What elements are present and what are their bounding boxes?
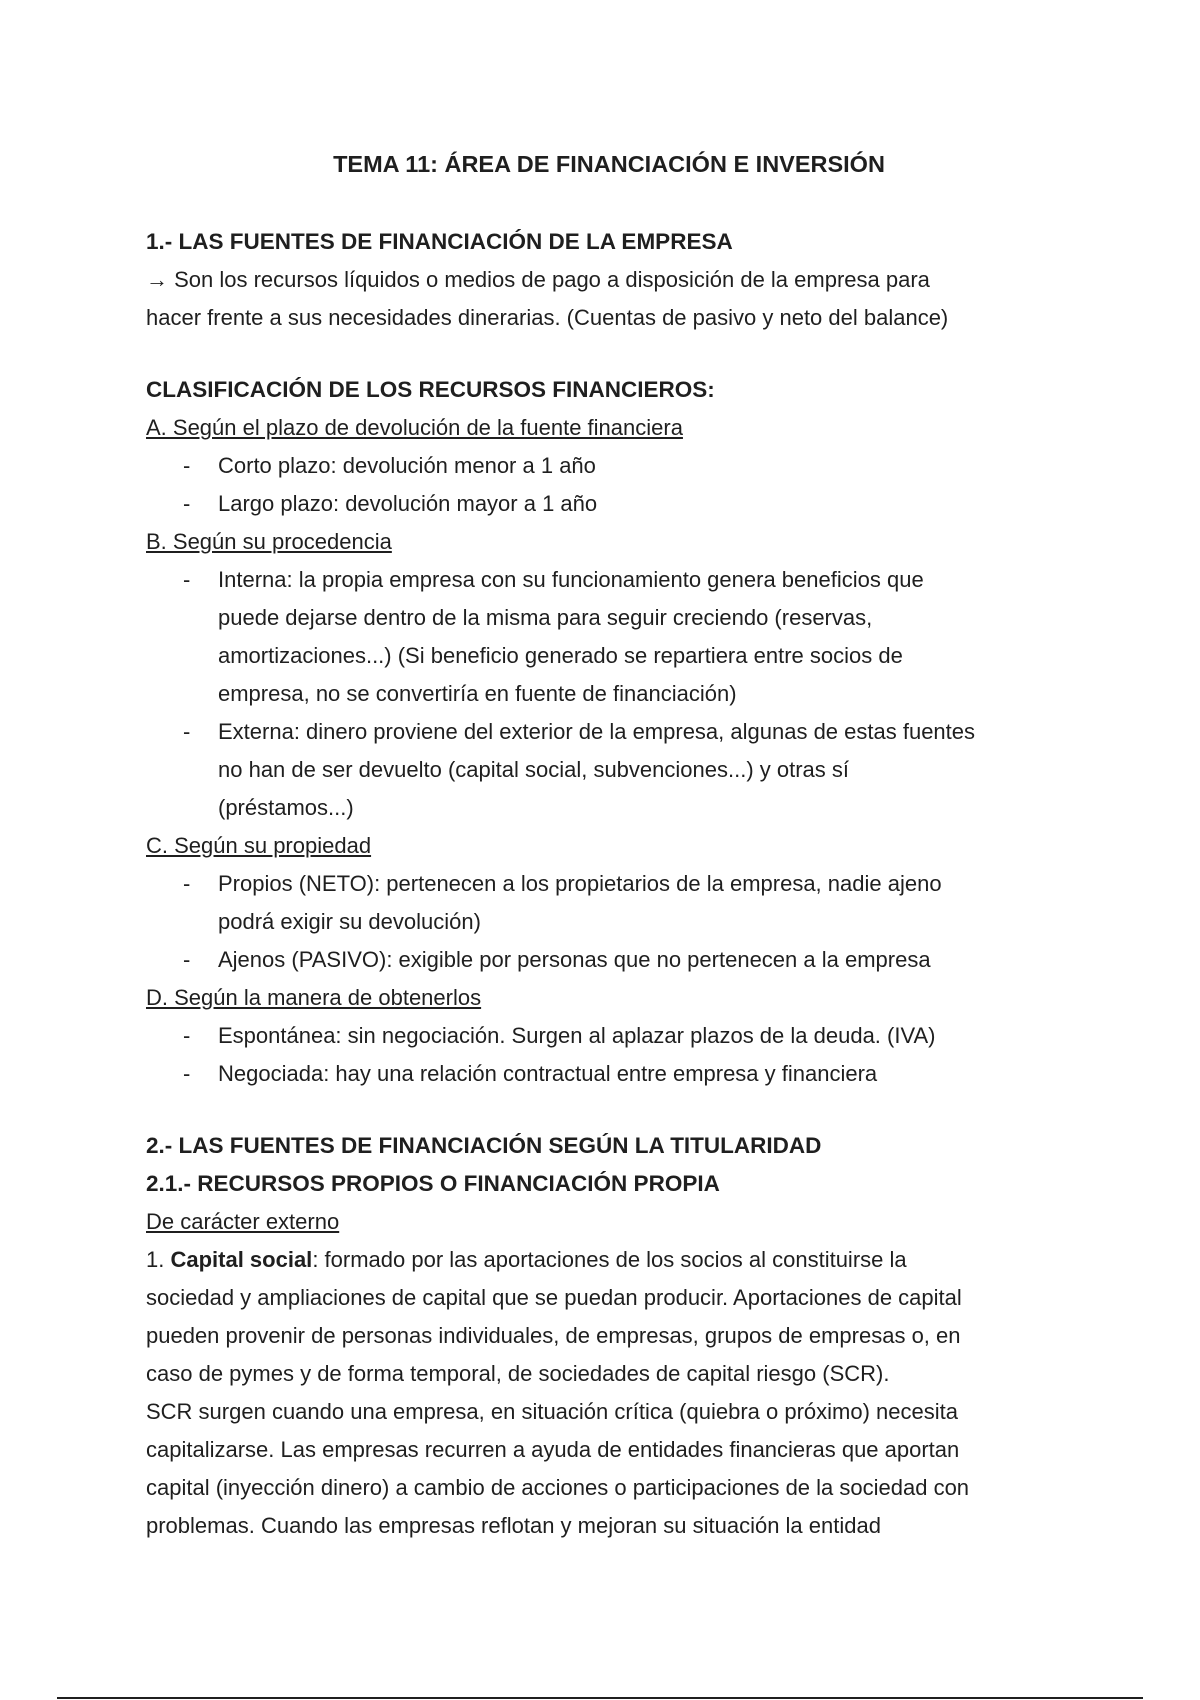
- classification-c-list: [146, 865, 1066, 979]
- paragraph-line: sociedad y ampliaciones de capital que se puedan producir. Aportaciones de capital: [146, 1285, 962, 1310]
- classification-a-title: A. Según el plazo de devolución de la fuente financiera: [146, 415, 683, 440]
- classification-b-title: B. Según su procedencia: [146, 529, 392, 554]
- capital-term: Capital social: [170, 1247, 313, 1272]
- list-item-line: amortizaciones...) (Si beneficio generado se repartiera entre socios de: [218, 643, 903, 668]
- document-title: TEMA 11: ÁREA DE FINANCIACIÓN E INVERSIÓN: [333, 151, 885, 177]
- intro-line: hacer frente a sus necesidades dinerarias. (Cuentas de pasivo y neto del balance): [146, 305, 949, 330]
- capital-prefix: 1.: [146, 1247, 171, 1272]
- list-item: - Ajenos (PASIVO): exigible por personas que no pertenecen a la empresa: [218, 941, 1066, 979]
- section-2-1-heading: 2.1.- RECURSOS PROPIOS O FINANCIACIÓN PROPIA: [146, 1171, 720, 1196]
- paragraph-line: SCR surgen cuando una empresa, en situación crítica (quiebra o próximo) necesita: [146, 1399, 958, 1424]
- paragraph-line: problemas. Cuando las empresas reflotan y mejoran su situación la entidad: [146, 1513, 881, 1538]
- classification-c-title: C. Según su propiedad: [146, 833, 372, 858]
- paragraph-line: pueden provenir de personas individuales, de empresas, grupos de empresas o, en: [146, 1323, 961, 1348]
- section-1-intro: [146, 261, 1066, 337]
- list-item-line: Externa: dinero proviene del exterior de la empresa, algunas de estas fuentes: [218, 719, 976, 744]
- list-item-line: empresa, no se convertiría en fuente de financiación): [218, 681, 737, 706]
- classification-b-list: [146, 561, 1066, 827]
- list-item-line: no han de ser devuelto (capital social, subvenciones...) y otras sí: [218, 757, 850, 782]
- classification-d-list: [146, 1017, 1066, 1093]
- scr-paragraph: [146, 1393, 1066, 1545]
- intro-line: → Son los recursos líquidos o medios de pago a disposición de la empresa para: [146, 267, 930, 292]
- list-item-line: podrá exigir su devolución): [218, 909, 481, 934]
- list-item: [218, 713, 1066, 827]
- paragraph-line: : formado por las aportaciones de los socios al constituirse la: [312, 1247, 907, 1272]
- paragraph-line: capitalizarse. Las empresas recurren a ayuda de entidades financieras que aportan: [146, 1437, 960, 1462]
- classification-a-list: [146, 447, 1066, 523]
- section-1-heading: 1.- LAS FUENTES DE FINANCIACIÓN DE LA EMPRESA: [146, 229, 733, 254]
- footer-divider: [57, 1697, 1143, 1699]
- list-item: - Espontánea: sin negociación. Surgen al aplazar plazos de la deuda. (IVA): [218, 1017, 1066, 1055]
- capital-social-paragraph: [146, 1241, 1066, 1393]
- classification-d-title: D. Según la manera de obtenerlos: [146, 985, 482, 1010]
- list-item: - Largo plazo: devolución mayor a 1 año: [218, 485, 1066, 523]
- classification-heading: CLASIFICACIÓN DE LOS RECURSOS FINANCIEROS:: [146, 377, 715, 402]
- list-item: - Negociada: hay una relación contractual entre empresa y financiera: [218, 1055, 1066, 1093]
- list-item-line: Propios (NETO): pertenecen a los propietarios de la empresa, nadie ajeno: [218, 871, 942, 896]
- list-item-line: Interna: la propia empresa con su funcionamiento genera beneficios que: [218, 567, 924, 592]
- external-label: De carácter externo: [146, 1209, 340, 1234]
- document-page: [146, 145, 1066, 1545]
- list-item-line: puede dejarse dentro de la misma para seguir creciendo (reservas,: [218, 605, 873, 630]
- list-item: [218, 561, 1066, 713]
- list-item: - Corto plazo: devolución menor a 1 año: [218, 447, 1066, 485]
- section-2-heading: 2.- LAS FUENTES DE FINANCIACIÓN SEGÚN LA TITULARIDAD: [146, 1133, 822, 1158]
- list-item-line: (préstamos...): [218, 795, 354, 820]
- list-item: [218, 865, 1066, 941]
- paragraph-line: caso de pymes y de forma temporal, de sociedades de capital riesgo (SCR).: [146, 1361, 890, 1386]
- paragraph-line: capital (inyección dinero) a cambio de acciones o participaciones de la sociedad con: [146, 1475, 970, 1500]
